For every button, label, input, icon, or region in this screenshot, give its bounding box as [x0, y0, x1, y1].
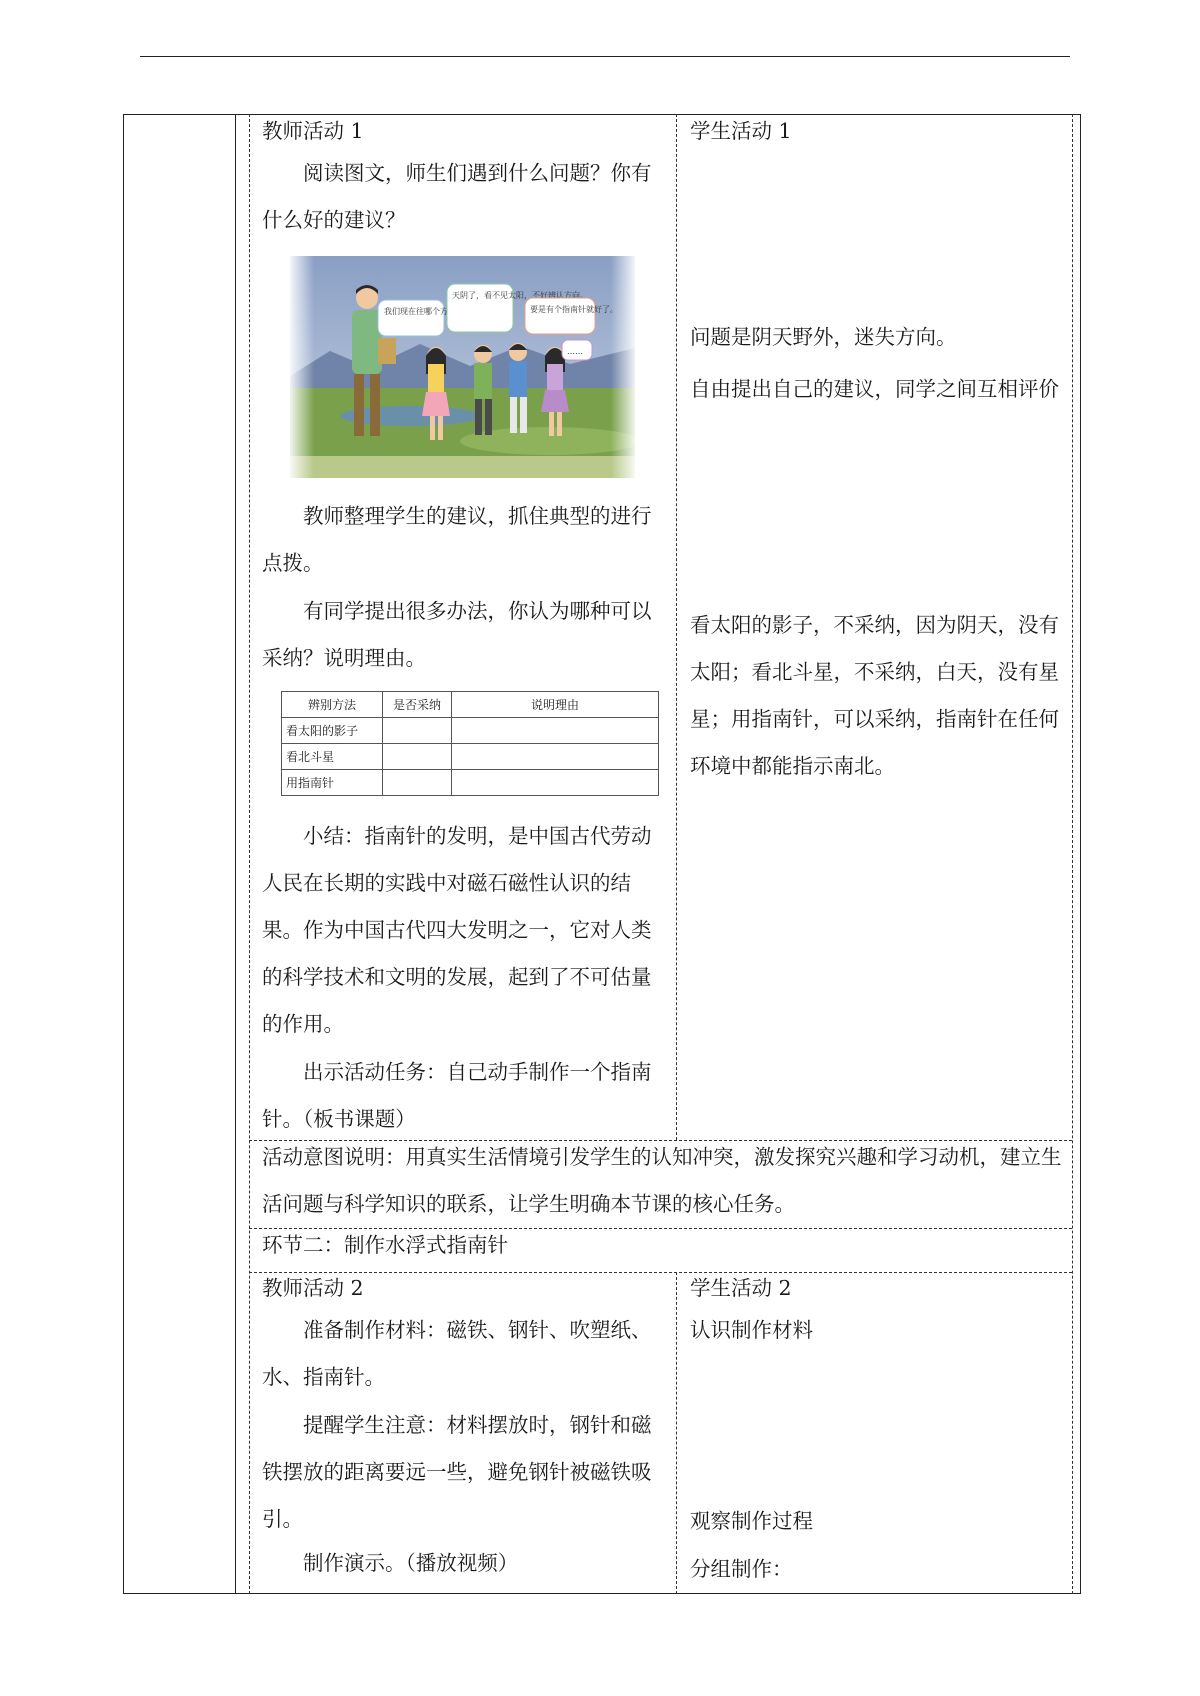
- student-activity-2-group: 分组制作：: [690, 1557, 793, 1581]
- student-activity-2-heading: 学生活动 2: [690, 1276, 792, 1300]
- scene-illustration: [290, 256, 635, 478]
- activity-divider: [676, 114, 677, 1140]
- table-row: [282, 718, 659, 744]
- table-cell: [452, 718, 659, 744]
- table-cell: [383, 744, 452, 770]
- student-activity-1-problem: 问题是阴天野外，迷失方向。: [690, 325, 957, 349]
- teacher-activity-1-question: 阅读图文，师生们遇到什么问题？你有什么好的建议？: [262, 161, 652, 232]
- method-table: [281, 691, 659, 796]
- activity-divider: [676, 1272, 677, 1594]
- section-2-title: 环节二：制作水浮式指南针: [262, 1233, 508, 1257]
- table-cell: [383, 770, 452, 796]
- table-cell: 看北斗星: [282, 744, 383, 770]
- table-header-cell: 说明理由: [452, 692, 659, 718]
- teacher-activity-2-reminder: 提醒学生注意：材料摆放时，钢针和磁铁摆放的距离要远一些，避免钢针被磁铁吸引。: [262, 1413, 652, 1531]
- table-cell: [452, 770, 659, 796]
- table-row: [282, 744, 659, 770]
- column-divider: [1072, 114, 1073, 1594]
- teacher-activity-2-materials: 准备制作材料：磁铁、钢针、吹塑纸、水、指南针。: [262, 1318, 652, 1389]
- table-cell: [452, 744, 659, 770]
- table-cell: 用指南针: [282, 770, 383, 796]
- table-row: [282, 770, 659, 796]
- table-header-cell: 辨别方法: [282, 692, 383, 718]
- table-header-cell: 是否采纳: [383, 692, 452, 718]
- student-activity-1-heading: 学生活动 1: [690, 119, 792, 143]
- teacher-activity-2-demo: 制作演示。（播放视频）: [303, 1551, 519, 1575]
- teacher-activity-1-prompt: 有同学提出很多办法，你认为哪种可以采纳？说明理由。: [262, 599, 652, 670]
- header-rule: [140, 56, 1070, 57]
- student-activity-2-observe: 观察制作过程: [690, 1509, 813, 1533]
- teacher-activity-1-task: 出示活动任务：自己动手制作一个指南针。（板书课题）: [262, 1060, 652, 1131]
- teacher-activity-2-heading: 教师活动 2: [262, 1276, 364, 1300]
- table-header-row: [282, 692, 659, 718]
- student-activity-2-materials: 认识制作材料: [690, 1318, 813, 1342]
- column-divider: [249, 114, 250, 1594]
- table-cell: 看太阳的影子: [282, 718, 383, 744]
- table-cell: [383, 718, 452, 744]
- teacher-activity-1-guidance: 教师整理学生的建议，抓住典型的进行点拨。: [262, 504, 652, 575]
- student-activity-1-answer: 看太阳的影子，不采纳，因为阴天，没有太阳；看北斗星，不采纳，白天，没有星星；用指南针，可以采纳，指南针在任何环境中都能指示南北。: [690, 613, 1059, 778]
- row-divider: [249, 1272, 1072, 1273]
- column-divider: [235, 114, 236, 1594]
- student-activity-1-suggestion: 自由提出自己的建议，同学之间互相评价: [690, 377, 1059, 401]
- activity-intent: 活动意图说明：用真实生活情境引发学生的认知冲突，激发探究兴趣和学习动机，建立生活问题与科学知识的联系，让学生明确本节课的核心任务。: [262, 1145, 1062, 1216]
- teacher-activity-1-summary: 小结：指南针的发明，是中国古代劳动人民在长期的实践中对磁石磁性认识的结果。作为中国古代四大发明之一，它对人类的科学技术和文明的发展，起到了不可估量的作用。: [262, 824, 652, 1036]
- teacher-activity-1-heading: 教师活动 1: [262, 119, 364, 143]
